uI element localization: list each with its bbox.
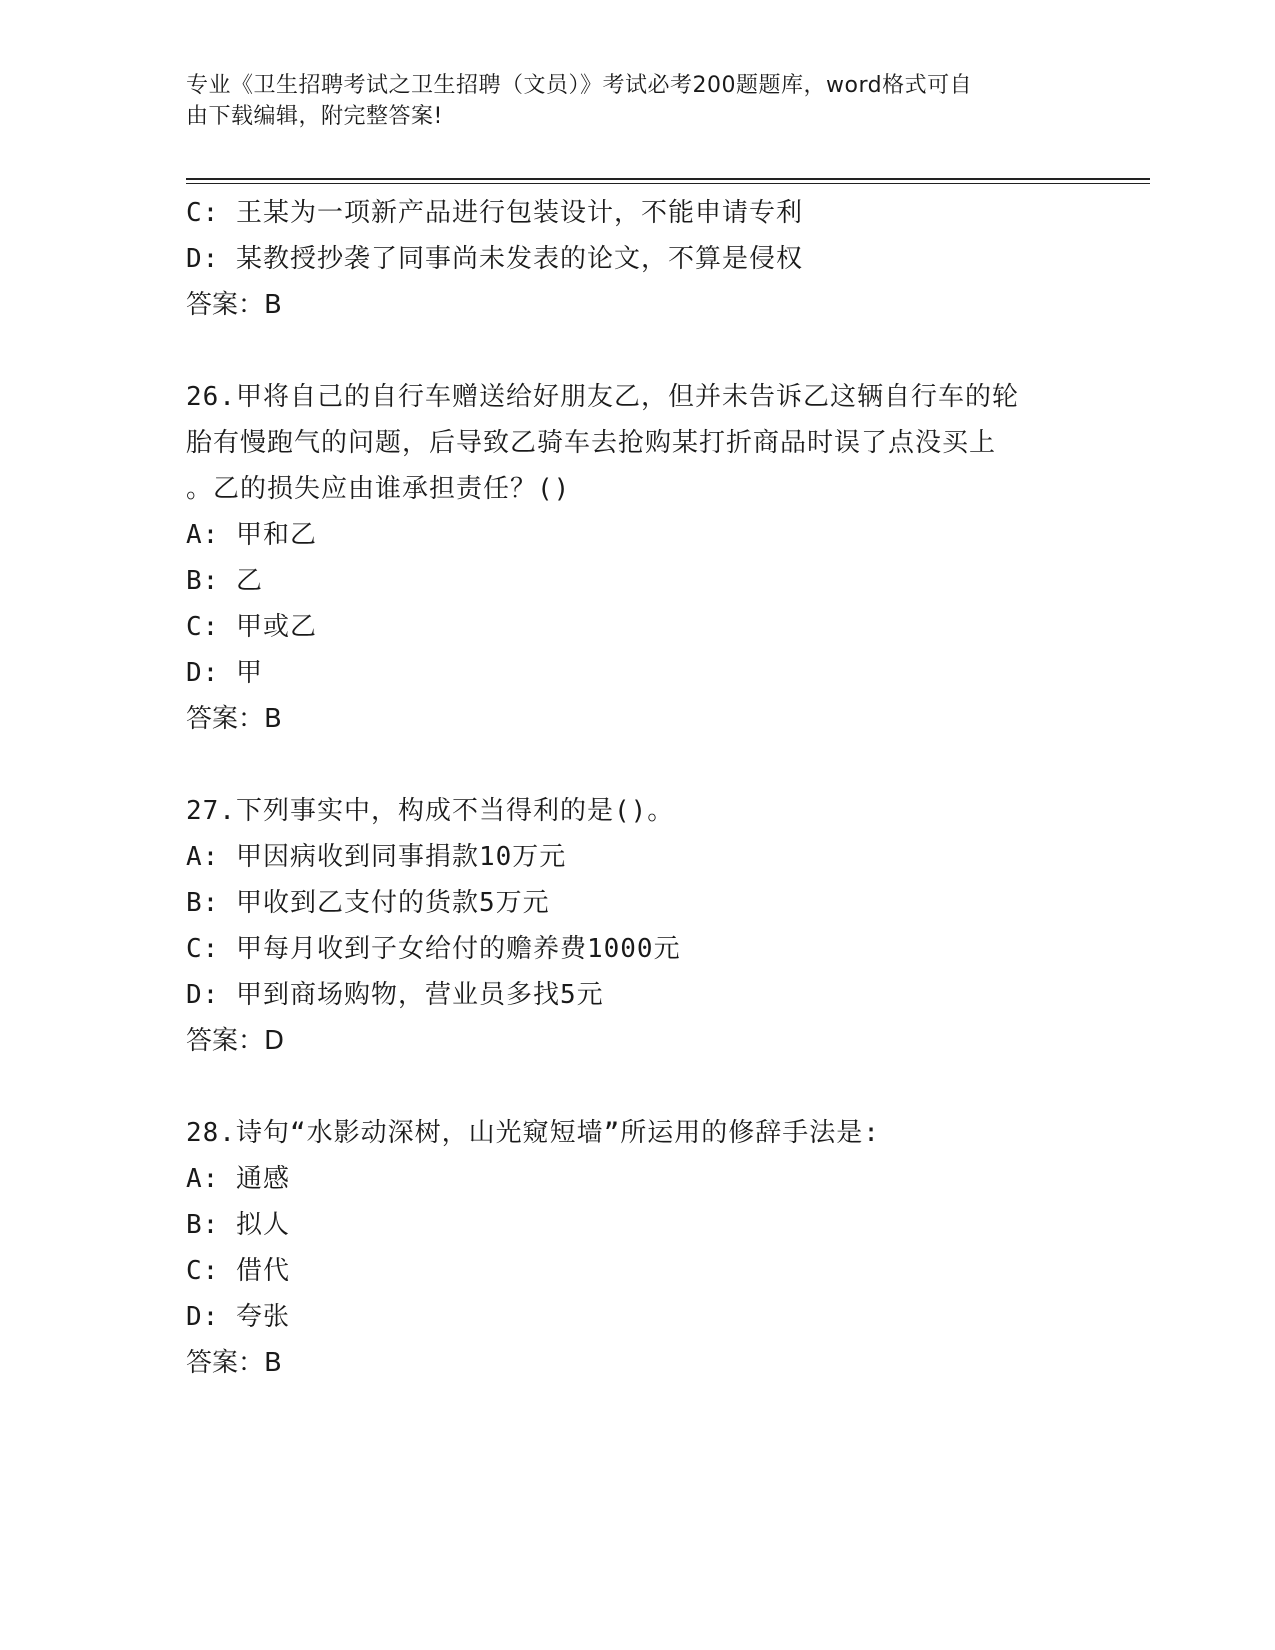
option-a: A: 甲因病收到同事捐款10万元 [186, 842, 567, 872]
answer: 答案：B [186, 704, 282, 734]
question-list [186, 190, 1086, 1386]
option-c: C: 甲每月收到子女给付的赡养费1000元 [186, 934, 681, 964]
option-d: D: 某教授抄袭了同事尚未发表的论文，不算是侵权 [186, 244, 803, 274]
option-c: C: 借代 [186, 1256, 290, 1286]
option-b: B: 甲收到乙支付的货款5万元 [186, 888, 550, 918]
document-header [186, 70, 1066, 132]
option-d: D: 甲 [186, 658, 263, 688]
question-stem: 27.下列事实中，构成不当得利的是()。 [186, 796, 675, 826]
answer: 答案：B [186, 1348, 282, 1378]
question-stem: 。乙的损失应由谁承担责任？() [186, 474, 571, 504]
question-25-tail [186, 190, 1086, 328]
spacer [186, 328, 1086, 374]
option-a: A: 甲和乙 [186, 520, 317, 550]
header-line-1: 专业《卫生招聘考试之卫生招聘（文员）》考试必考200题题库，word格式可自 [186, 73, 973, 98]
question-27 [186, 788, 1086, 1064]
answer: 答案：D [186, 1026, 285, 1056]
option-d: D: 甲到商场购物，营业员多找5元 [186, 980, 604, 1010]
header-rule-thin [186, 183, 1150, 184]
option-c: C: 甲或乙 [186, 612, 317, 642]
option-c: C: 王某为一项新产品进行包装设计，不能申请专利 [186, 198, 803, 228]
header-line-2: 由下载编辑，附完整答案! [186, 104, 443, 129]
header-rule-thick [186, 178, 1150, 180]
question-stem: 胎有慢跑气的问题，后导致乙骑车去抢购某打折商品时误了点没买上 [186, 428, 997, 458]
answer: 答案：B [186, 290, 282, 320]
option-b: B: 拟人 [186, 1210, 290, 1240]
spacer [186, 742, 1086, 788]
question-stem: 26.甲将自己的自行车赠送给好朋友乙，但并未告诉乙这辆自行车的轮 [186, 382, 1019, 412]
option-d: D: 夸张 [186, 1302, 290, 1332]
option-b: B: 乙 [186, 566, 263, 596]
option-a: A: 通感 [186, 1164, 290, 1194]
question-28 [186, 1110, 1086, 1386]
question-26 [186, 374, 1086, 742]
spacer [186, 1064, 1086, 1110]
question-stem: 28.诗句“水影动深树，山光窥短墙”所运用的修辞手法是: [186, 1118, 880, 1148]
